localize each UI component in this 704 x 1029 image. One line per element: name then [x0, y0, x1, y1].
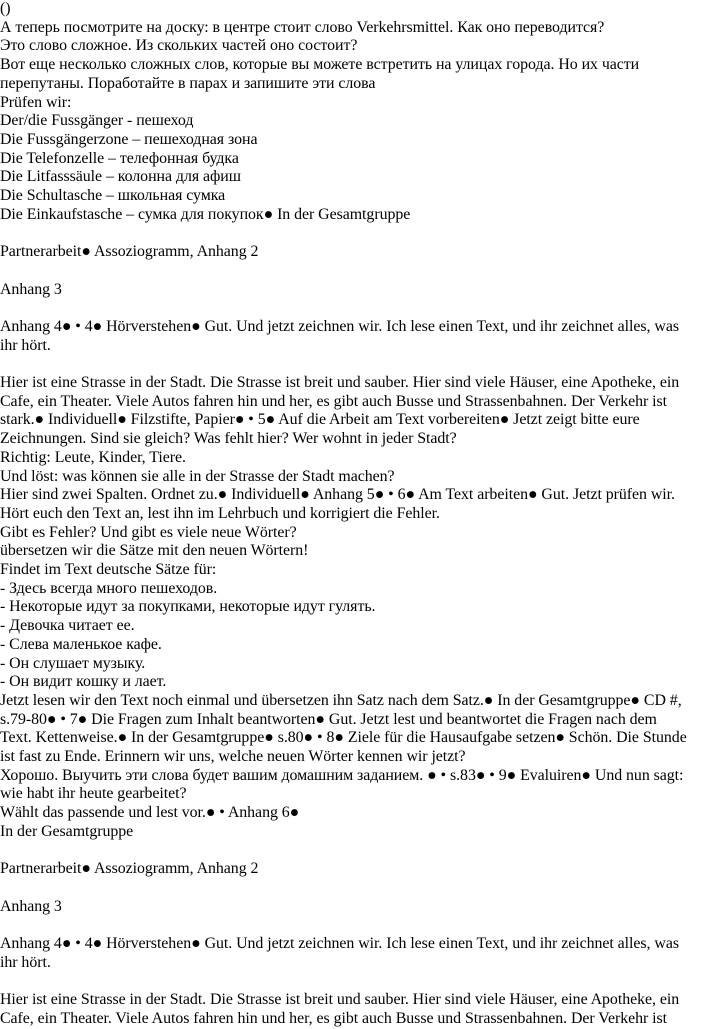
text-line: Anhang 4● • 4● Hörverstehen● Gut. Und jetzt zeichnen wir. Ich lese einen Text, und ihr zeichnet alles, was	[0, 935, 679, 953]
anhang-3-line: Anhang 3	[0, 897, 62, 915]
text-line: - Некоторые идут за покупками, некоторые идут гулять.	[0, 598, 376, 616]
hoerverstehen-paragraph-repeat	[0, 935, 700, 972]
text-line: Cafe, ein Theater. Viele Autos fahren hin und her, es gibt auch Busse und Strassenbahnen. Der Verkehr ist	[0, 392, 668, 410]
text-line: - Он слушает музыку.	[0, 654, 146, 672]
text-line: Cafe, ein Theater. Viele Autos fahren hin und her, es gibt auch Busse und Strassenbahnen. Der Verkehr ist	[0, 1009, 668, 1027]
text-line: Gibt es Fehler? Und gibt es viele neue Wörter?	[0, 523, 297, 541]
text-line: Hier ist eine Strasse in der Stadt. Die Strasse ist breit und sauber. Hier sind viele Häuser, eine Apotheke, ein	[0, 991, 680, 1009]
paragraph-gap	[0, 299, 700, 318]
text-line: Hier sind zwei Spalten. Ordnet zu.● Individuell● Anhang 5● • 6● Am Text arbeiten● Gut. Jetzt prüfen wir.	[0, 486, 675, 504]
text-line: In der Gesamtgruppe	[0, 822, 134, 840]
paragraph-gap	[0, 355, 700, 374]
text-line: - Девочка читает ее.	[0, 617, 135, 635]
text-line: Это слово сложное. Из скольких частей оно состоит?	[0, 37, 358, 55]
text-line: ist fast zu Ende. Erinnern wir uns, welche neuen Wörter kennen wir jetzt?	[0, 748, 466, 766]
text-line: - Он видит кошку и лает.	[0, 673, 167, 691]
text-line: Findet im Text deutsche Sätze für:	[0, 561, 217, 579]
partnerarbeit-line: Partnerarbeit● Assoziogramm, Anhang 2	[0, 860, 259, 878]
text-line: Und löst: was können sie alle in der Strasse der Stadt machen?	[0, 467, 395, 485]
text-line: Zeichnungen. Sind sie gleich? Was fehlt hier? Wer wohnt in jeder Stadt?	[0, 430, 457, 448]
text-line: ihr hört.	[0, 336, 51, 354]
anhang-3-line: Anhang 3	[0, 280, 62, 298]
text-line: Die Fussgängerzone – пешеходная зона	[0, 130, 258, 148]
text-line: Хорошо. Выучить эти слова будет вашим домашним заданием. ● • s.83● • 9● Evaluiren● Und nun sagt:	[0, 766, 684, 784]
text-line: Die Litfasssäule – колонна для афиш	[0, 168, 241, 186]
paragraph-gap	[0, 972, 700, 991]
text-line: Text. Kettenweise.● In der Gesamtgruppe● s.80● • 8● Ziele für die Hausaufgabe setzen● Schön. Die Stunde	[0, 729, 687, 747]
main-text-paragraph-repeat	[0, 991, 700, 1028]
partnerarbeit-line: Partnerarbeit● Assoziogramm, Anhang 2	[0, 243, 259, 261]
text-line: Prüfen wir:	[0, 93, 72, 111]
text-line: Richtig: Leute, Kinder, Tiere.	[0, 448, 186, 466]
text-line: перепутаны. Поработайте в парах и запишите эти слова	[0, 74, 376, 92]
paragraph-gap	[0, 916, 700, 935]
text-line: Jetzt lesen wir den Text noch einmal und übersetzen ihn Satz nach dem Satz.● In der Gesamtgruppe● CD #,	[0, 691, 682, 709]
intro-paragraph	[0, 19, 700, 225]
text-line: - Слева маленькое кафе.	[0, 635, 162, 653]
text-line: Вот еще несколько сложных слов, которые вы можете встретить на улицах города. Но их части	[0, 56, 640, 74]
paragraph-gap	[0, 879, 700, 898]
main-text-paragraph	[0, 374, 700, 842]
text-line: Hier ist eine Strasse in der Stadt. Die Strasse ist breit und sauber. Hier sind viele Häuser, eine Apotheke, ein	[0, 374, 680, 391]
text-line: ihr hört.	[0, 953, 51, 971]
text-line: wie habt ihr heute gearbeitet?	[0, 785, 187, 803]
text-line: - Здесь всегда много пешеходов.	[0, 579, 218, 597]
text-line: Die Einkaufstasche – сумка для покупок● In der Gesamtgruppe	[0, 205, 411, 223]
document-header: ()	[0, 0, 11, 17]
text-line: Der/die Fussgänger - пешеход	[0, 112, 194, 130]
paragraph-gap	[0, 842, 700, 861]
paragraph-gap	[0, 262, 700, 281]
text-line: Hört euch den Text an, lest ihn im Lehrbuch und korrigiert die Fehler.	[0, 504, 440, 522]
paragraph-gap	[0, 224, 700, 243]
text-line: übersetzen wir die Sätze mit den neuen Wörtern!	[0, 542, 309, 560]
text-line: Die Telefonzelle – телефонная будка	[0, 149, 239, 167]
text-line: Die Schultasche – школьная сумка	[0, 187, 226, 205]
text-line: s.79-80● • 7● Die Fragen zum Inhalt beantworten● Gut. Jetzt lest und beantwortet die Fragen nach dem	[0, 710, 657, 728]
text-line: stark.● Individuell● Filzstifte, Papier● • 5● Auf die Arbeit am Text vorbereiten● Jetzt zeigt bitte eure	[0, 411, 640, 429]
hoerverstehen-paragraph	[0, 318, 700, 355]
text-line: Wählt das passende und lest vor.● • Anhang 6●	[0, 804, 300, 822]
text-line: Anhang 4● • 4● Hörverstehen● Gut. Und jetzt zeichnen wir. Ich lese einen Text, und ihr zeichnet alles, was	[0, 317, 679, 335]
text-line: А теперь посмотрите на доску: в центре стоит слово Verkehrsmittel. Как оно переводится?	[0, 18, 605, 36]
